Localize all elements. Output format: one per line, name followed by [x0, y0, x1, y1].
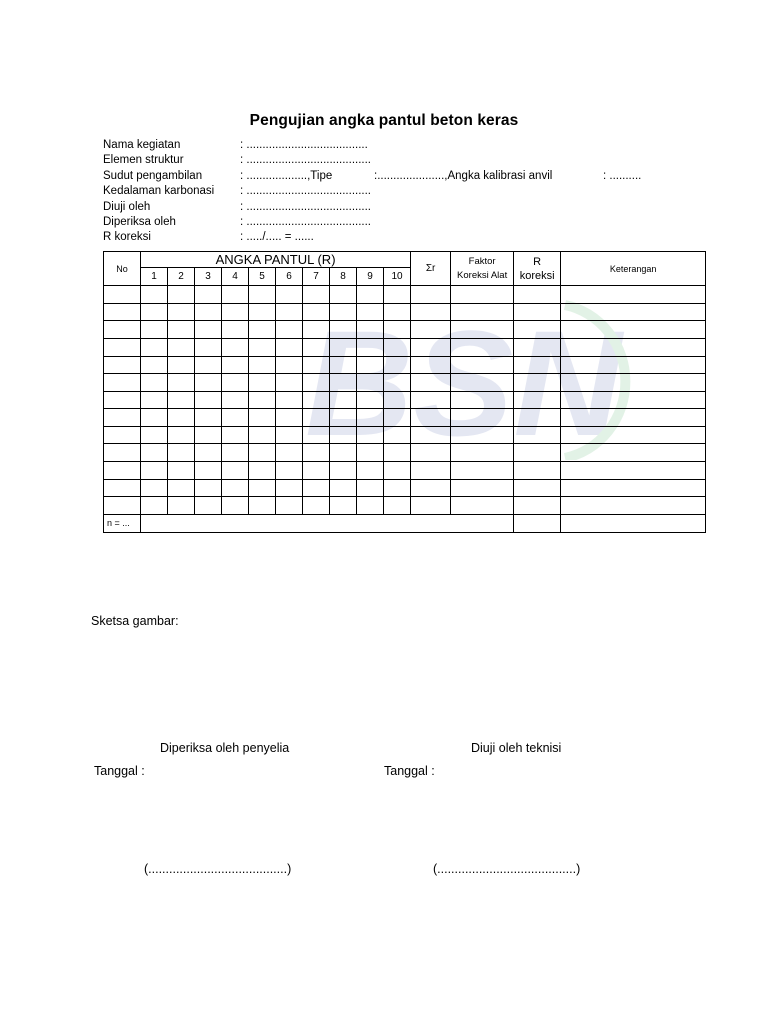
- table-cell[interactable]: [303, 391, 330, 409]
- signature-left-title: Diperiksa oleh penyelia: [160, 741, 290, 755]
- footer-keterangan-cell[interactable]: [561, 514, 706, 532]
- table-cell[interactable]: [384, 356, 411, 374]
- table-cell[interactable]: [104, 356, 141, 374]
- table-row: [104, 321, 706, 339]
- table-cell[interactable]: [357, 286, 384, 304]
- table-cell[interactable]: [249, 286, 276, 304]
- table-cell[interactable]: [195, 409, 222, 427]
- table-cell[interactable]: [303, 321, 330, 339]
- footer-r-koreksi-cell[interactable]: [514, 514, 561, 532]
- table-cell[interactable]: [411, 374, 451, 392]
- table-cell[interactable]: [168, 409, 195, 427]
- footer-n-label: n = ...: [104, 514, 141, 532]
- table-row: [104, 356, 706, 374]
- table-cell[interactable]: [104, 461, 141, 479]
- table-cell[interactable]: [195, 479, 222, 497]
- table-cell[interactable]: [514, 339, 561, 357]
- table-cell[interactable]: [104, 339, 141, 357]
- table-cell[interactable]: [249, 321, 276, 339]
- info-value: : .......................................: [240, 215, 371, 228]
- table-cell[interactable]: [141, 426, 168, 444]
- table-cell[interactable]: [276, 356, 303, 374]
- table-cell[interactable]: [561, 391, 706, 409]
- info-label: Sudut pengambilan: [103, 169, 203, 182]
- table-cell[interactable]: [222, 303, 249, 321]
- table-cell[interactable]: [168, 426, 195, 444]
- info-label: Kedalaman karbonasi: [103, 185, 215, 198]
- table-cell[interactable]: [384, 374, 411, 392]
- table-cell[interactable]: [384, 303, 411, 321]
- table-cell[interactable]: [141, 391, 168, 409]
- table-cell[interactable]: [195, 426, 222, 444]
- table-row: [104, 391, 706, 409]
- table-cell[interactable]: [384, 286, 411, 304]
- table-cell[interactable]: [249, 374, 276, 392]
- table-cell[interactable]: [330, 339, 357, 357]
- rebound-table: [103, 251, 706, 533]
- table-cell[interactable]: [514, 426, 561, 444]
- table-cell[interactable]: [561, 426, 706, 444]
- table-cell[interactable]: [303, 461, 330, 479]
- table-cell[interactable]: [222, 497, 249, 515]
- table-cell[interactable]: [451, 497, 514, 515]
- table-cell[interactable]: [330, 444, 357, 462]
- table-cell[interactable]: [451, 409, 514, 427]
- table-cell[interactable]: [195, 461, 222, 479]
- table-cell[interactable]: [104, 321, 141, 339]
- table-cell[interactable]: [411, 356, 451, 374]
- table-cell[interactable]: [168, 497, 195, 515]
- table-cell[interactable]: [222, 286, 249, 304]
- table-cell[interactable]: [276, 339, 303, 357]
- header-col-6: 6: [276, 268, 303, 286]
- table-cell[interactable]: [303, 286, 330, 304]
- table-row: [104, 286, 706, 304]
- table-cell[interactable]: [276, 391, 303, 409]
- table-cell[interactable]: [330, 286, 357, 304]
- signature-left-date: Tanggal :: [94, 764, 145, 778]
- table-cell[interactable]: [195, 321, 222, 339]
- table-cell[interactable]: [357, 444, 384, 462]
- header-faktor-koreksi: [451, 252, 514, 286]
- info-label: Nama kegiatan: [103, 139, 181, 151]
- table-cell[interactable]: [357, 497, 384, 515]
- table-row: [104, 444, 706, 462]
- table-cell[interactable]: [222, 461, 249, 479]
- table-cell[interactable]: [357, 303, 384, 321]
- table-cell[interactable]: [249, 391, 276, 409]
- table-cell[interactable]: [141, 303, 168, 321]
- table-cell[interactable]: [249, 339, 276, 357]
- signature-right-title: Diuji oleh teknisi: [471, 741, 562, 755]
- table-cell[interactable]: [276, 426, 303, 444]
- table-cell[interactable]: [514, 479, 561, 497]
- header-sum-r: Σr: [411, 252, 451, 286]
- table-cell[interactable]: [561, 497, 706, 515]
- table-cell[interactable]: [451, 286, 514, 304]
- info-value: : ...../..... = ......: [240, 231, 314, 244]
- table-cell[interactable]: [141, 497, 168, 515]
- table-cell[interactable]: [451, 303, 514, 321]
- table-cell[interactable]: [303, 497, 330, 515]
- table-cell[interactable]: [222, 409, 249, 427]
- table-cell[interactable]: [514, 497, 561, 515]
- table-cell[interactable]: [451, 461, 514, 479]
- table-cell[interactable]: [561, 444, 706, 462]
- table-cell[interactable]: [514, 391, 561, 409]
- table-row: [104, 461, 706, 479]
- table-cell[interactable]: [451, 321, 514, 339]
- table-cell[interactable]: [276, 286, 303, 304]
- table-cell[interactable]: [104, 497, 141, 515]
- table-cell[interactable]: [561, 356, 706, 374]
- info-value: : .......................................: [240, 154, 371, 167]
- info-value: : .......................................: [240, 185, 371, 198]
- table-cell[interactable]: [514, 374, 561, 392]
- table-row: [104, 497, 706, 515]
- table-row: [104, 339, 706, 357]
- table-cell[interactable]: [330, 391, 357, 409]
- signature-right-name: (........................................): [433, 862, 581, 876]
- table-cell[interactable]: [222, 444, 249, 462]
- table-cell[interactable]: [411, 303, 451, 321]
- table-cell[interactable]: [330, 426, 357, 444]
- table-cell[interactable]: [514, 303, 561, 321]
- table-cell[interactable]: [451, 374, 514, 392]
- header-col-10: 10: [384, 268, 411, 286]
- table-cell[interactable]: [330, 356, 357, 374]
- table-cell[interactable]: [249, 479, 276, 497]
- info-value: : ...................,Tipe: [240, 169, 333, 182]
- sketsa-label: Sketsa gambar:: [91, 614, 179, 628]
- table-cell[interactable]: [141, 286, 168, 304]
- table-cell[interactable]: [195, 374, 222, 392]
- table-cell[interactable]: [168, 374, 195, 392]
- table-cell[interactable]: [276, 497, 303, 515]
- table-cell[interactable]: [451, 444, 514, 462]
- table-row: [104, 374, 706, 392]
- header-faktor-line2: Koreksi Alat: [457, 269, 508, 281]
- table-cell[interactable]: [249, 409, 276, 427]
- table-cell[interactable]: [303, 479, 330, 497]
- table-cell[interactable]: [384, 426, 411, 444]
- header-faktor-line1: Faktor: [468, 255, 496, 267]
- table-cell[interactable]: [451, 339, 514, 357]
- header-col-8: 8: [330, 268, 357, 286]
- table-cell[interactable]: [303, 356, 330, 374]
- table-cell[interactable]: [561, 286, 706, 304]
- info-label: Diuji oleh: [103, 200, 151, 213]
- table-body: [104, 286, 706, 514]
- table-cell[interactable]: [303, 339, 330, 357]
- table-cell[interactable]: [168, 339, 195, 357]
- table-cell[interactable]: [168, 479, 195, 497]
- table-cell[interactable]: [330, 409, 357, 427]
- table-cell[interactable]: [168, 356, 195, 374]
- table-cell[interactable]: [141, 461, 168, 479]
- table-cell[interactable]: [141, 409, 168, 427]
- table-cell[interactable]: [451, 356, 514, 374]
- info-value: : .......................................: [240, 200, 371, 213]
- table-cell[interactable]: [168, 391, 195, 409]
- table-cell[interactable]: [222, 356, 249, 374]
- header-col-5: 5: [249, 268, 276, 286]
- table-cell[interactable]: [141, 356, 168, 374]
- table-cell[interactable]: [222, 339, 249, 357]
- table-cell[interactable]: [357, 339, 384, 357]
- header-col-1: 1: [141, 268, 168, 286]
- info-label: Elemen struktur: [103, 154, 184, 167]
- table-cell[interactable]: [451, 479, 514, 497]
- table-cell[interactable]: [195, 444, 222, 462]
- table-footer-row: [104, 514, 706, 532]
- table-cell[interactable]: [357, 321, 384, 339]
- table-cell[interactable]: [195, 391, 222, 409]
- table-cell[interactable]: [104, 426, 141, 444]
- table-cell[interactable]: [561, 374, 706, 392]
- header-col-4: 4: [222, 268, 249, 286]
- table-cell[interactable]: [141, 374, 168, 392]
- header-r-line2: koreksi: [519, 269, 555, 282]
- signature-left-name: (........................................): [144, 862, 292, 876]
- table-cell[interactable]: [384, 391, 411, 409]
- table-cell[interactable]: [561, 339, 706, 357]
- table-cell[interactable]: [330, 321, 357, 339]
- table-cell[interactable]: [357, 479, 384, 497]
- header-r-koreksi: [514, 252, 561, 286]
- table-cell[interactable]: [384, 461, 411, 479]
- header-keterangan: Keterangan: [561, 252, 706, 286]
- table-cell[interactable]: [195, 286, 222, 304]
- table-cell[interactable]: [411, 444, 451, 462]
- table-cell[interactable]: [514, 461, 561, 479]
- table-cell[interactable]: [168, 321, 195, 339]
- info-label: R koreksi: [103, 231, 151, 244]
- info-value-kalibrasi: : ..........: [603, 169, 642, 182]
- table-cell[interactable]: [384, 479, 411, 497]
- table-cell[interactable]: [168, 286, 195, 304]
- table-cell[interactable]: [357, 356, 384, 374]
- table-cell[interactable]: [384, 497, 411, 515]
- table-cell[interactable]: [195, 497, 222, 515]
- table-cell[interactable]: [249, 461, 276, 479]
- header-col-3: 3: [195, 268, 222, 286]
- watermark-text: BSN: [305, 300, 622, 460]
- table-cell[interactable]: [168, 461, 195, 479]
- table-cell[interactable]: [222, 391, 249, 409]
- table-cell[interactable]: [411, 321, 451, 339]
- table-cell[interactable]: [168, 303, 195, 321]
- table-cell[interactable]: [451, 391, 514, 409]
- table-cell[interactable]: [561, 409, 706, 427]
- table-cell[interactable]: [195, 339, 222, 357]
- table-cell[interactable]: [303, 374, 330, 392]
- table-cell[interactable]: [104, 479, 141, 497]
- table-cell[interactable]: [276, 409, 303, 427]
- header-angka-pantul: ANGKA PANTUL (R): [141, 252, 411, 268]
- table-cell[interactable]: [411, 461, 451, 479]
- table-header-row: [104, 252, 706, 268]
- table-cell[interactable]: [514, 409, 561, 427]
- table-cell[interactable]: [104, 303, 141, 321]
- table-cell[interactable]: [276, 374, 303, 392]
- table-cell[interactable]: [357, 391, 384, 409]
- table-cell[interactable]: [411, 426, 451, 444]
- table-cell[interactable]: [249, 356, 276, 374]
- table-row: [104, 303, 706, 321]
- table-row: [104, 479, 706, 497]
- header-col-9: 9: [357, 268, 384, 286]
- table-cell[interactable]: [411, 409, 451, 427]
- table-cell[interactable]: [141, 479, 168, 497]
- table-cell[interactable]: [357, 409, 384, 427]
- table-cell[interactable]: [451, 426, 514, 444]
- header-r-line1: R: [533, 255, 542, 268]
- table-cell[interactable]: [303, 426, 330, 444]
- table-cell[interactable]: [514, 356, 561, 374]
- table-cell[interactable]: [104, 444, 141, 462]
- table-cell[interactable]: [249, 426, 276, 444]
- table-cell[interactable]: [357, 426, 384, 444]
- table-cell[interactable]: [384, 444, 411, 462]
- table-cell[interactable]: [330, 479, 357, 497]
- table-cell[interactable]: [514, 444, 561, 462]
- table-cell[interactable]: [357, 461, 384, 479]
- signature-right-date: Tanggal :: [384, 764, 435, 778]
- table-cell[interactable]: [384, 321, 411, 339]
- table-cell[interactable]: [411, 497, 451, 515]
- table-cell[interactable]: [411, 339, 451, 357]
- table-cell[interactable]: [303, 409, 330, 427]
- info-value-tipe: :.....................,Angka kalibrasi anvil: [374, 169, 553, 182]
- table-cell[interactable]: [195, 356, 222, 374]
- table-cell[interactable]: [384, 339, 411, 357]
- table-cell[interactable]: [104, 391, 141, 409]
- table-cell[interactable]: [104, 286, 141, 304]
- table-cell[interactable]: [330, 461, 357, 479]
- table-cell[interactable]: [276, 303, 303, 321]
- table-cell[interactable]: [222, 426, 249, 444]
- table-cell[interactable]: [104, 374, 141, 392]
- table-cell[interactable]: [330, 497, 357, 515]
- table-cell[interactable]: [168, 444, 195, 462]
- table-cell[interactable]: [276, 321, 303, 339]
- table-cell[interactable]: [384, 409, 411, 427]
- table-cell[interactable]: [141, 444, 168, 462]
- table-cell[interactable]: [303, 444, 330, 462]
- table-cell[interactable]: [249, 303, 276, 321]
- table-cell[interactable]: [411, 391, 451, 409]
- table-row: [104, 409, 706, 427]
- table-cell[interactable]: [330, 374, 357, 392]
- header-no: No: [104, 252, 141, 286]
- table-cell[interactable]: [330, 303, 357, 321]
- header-col-2: 2: [168, 268, 195, 286]
- table-cell[interactable]: [561, 303, 706, 321]
- table-cell[interactable]: [303, 303, 330, 321]
- table-cell[interactable]: [514, 321, 561, 339]
- table-row: [104, 426, 706, 444]
- table-cell[interactable]: [141, 339, 168, 357]
- table-cell[interactable]: [276, 461, 303, 479]
- page-title: Pengujian angka pantul beton keras: [249, 112, 519, 129]
- table-cell[interactable]: [411, 479, 451, 497]
- table-cell[interactable]: [514, 286, 561, 304]
- table-cell[interactable]: [195, 303, 222, 321]
- table-cell[interactable]: [276, 479, 303, 497]
- table-cell[interactable]: [249, 444, 276, 462]
- table-cell[interactable]: [561, 479, 706, 497]
- table-cell[interactable]: [222, 374, 249, 392]
- table-cell[interactable]: [222, 321, 249, 339]
- footer-span-cell: [141, 514, 514, 532]
- header-col-7: 7: [303, 268, 330, 286]
- table-cell[interactable]: [249, 497, 276, 515]
- table-cell[interactable]: [141, 321, 168, 339]
- table-cell[interactable]: [104, 409, 141, 427]
- table-cell[interactable]: [411, 286, 451, 304]
- table-cell[interactable]: [561, 321, 706, 339]
- table-cell[interactable]: [222, 479, 249, 497]
- info-label: Diperiksa oleh: [103, 215, 176, 228]
- table-cell[interactable]: [357, 374, 384, 392]
- table-cell[interactable]: [561, 461, 706, 479]
- info-value: : ......................................: [240, 139, 368, 151]
- table-cell[interactable]: [276, 444, 303, 462]
